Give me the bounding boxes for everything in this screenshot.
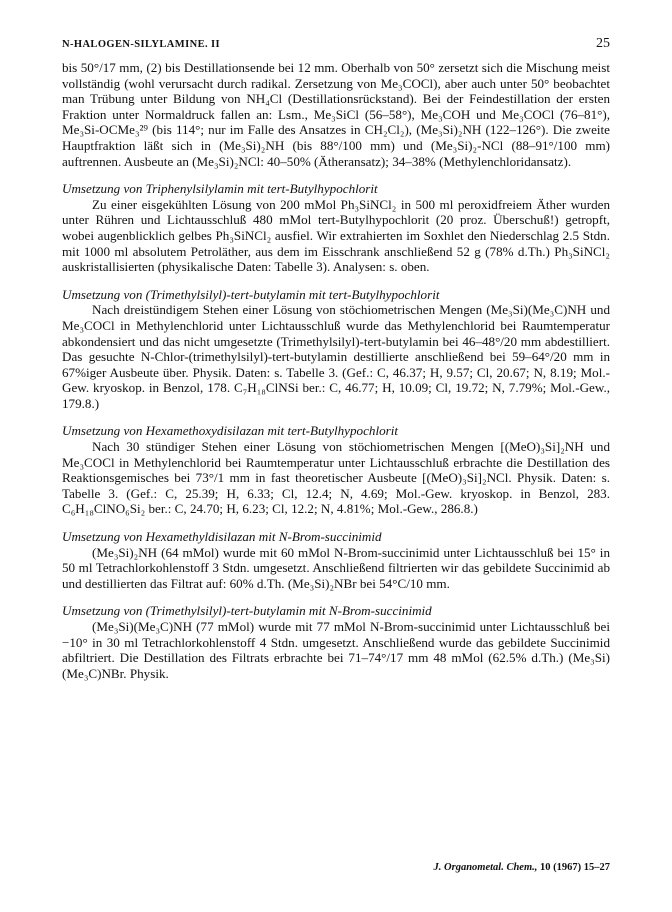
intro-paragraph: bis 50°/17 mm, (2) bis Destillationsende bei 12 mm. Oberhalb von 50° zersetzt sich die Mischung meist vollständig (wohl verursacht durch radikal. Zersetzung von Me₃COCl), aber auch unter 50° beobachtet man Trübung unter Bildung von NH₄Cl (Destillationsrückstand). Bei der Feindestillation der ersten Fraktion unter Normaldruck fallen an: Lsm., Me₃SiCl (56–58°), Me₃COH und Me₃COCl (76–81°), Me₃Si-OCMe₃²⁹ (bis 114°; nur im Falle des Ansatzes in CH₂Cl₂), (Me₃Si)₂NH (122–126°). Die zweite Hauptfraktion läßt sich in (Me₃Si)₂NH (bis 88°/100 mm) und (Me₃Si)₂-NCl (88–91°/100 mm) auftrennen. Ausbeute an (Me₃Si)₂NCl: 40–50% (Ätheransatz); 34–38% (Methylenchloridansatz). [62,60,610,169]
section-title: Umsetzung von (Trimethylsilyl)-tert-butylamin mit tert-Butylhypochlorit [62,286,440,302]
section-body: (Me₃Si)(Me₃C)NH (77 mMol) wurde mit 77 mMol N-Brom-succinimid unter Lichtausschluß bei −10° in 30 ml Tetrachlorkohlenstoff 4 Stdn. umgesetzt. Anschließend wurde das gebildete Succinimid abfiltriert. Die Destillation des Filtrats erbrachte bei 71–74°/17 mm 48 mMol (62.5% d.Th.) (Me₃Si)(Me₃C)NBr. Physik. [62,619,610,681]
section-body: Zu einer eisgekühlten Lösung von 200 mMol Ph₃SiNCl₂ in 500 ml peroxidfreiem Äther wurden unter Rühren und Lichtausschluß 480 mMol tert-Butylhypochlorit (20 proz. Überschuß!) getropft, wobei augenblicklich gelbes Ph₃SiNCl₂ ausfiel. Wir extrahierten im Soxhlet den Niederschlag 2.5 Stdn. mit 1000 ml absolutem Petroläther, aus dem im Eisschrank anschließend 52 g (78% d.Th.) Ph₃SiNCl₂ auskristallisierten (physikalische Daten: Tabelle 3). Analysen: s. oben. [62,196,610,275]
section-body: (Me₃Si)₂NH (64 mMol) wurde mit 60 mMol N-Brom-succinimid unter Lichtausschluß bei 15° in 50 ml Tetrachlorkohlenstoff 3 Stdn. umgesetzt. Anschließend filtrierten wir das gebildete Succinimid ab und destillierten das Filtrat auf: 60% d.Th. (Me₃Si)₂NBr bei 54°C/10 mm. [62,544,610,591]
page-header [62,36,610,52]
running-head: N-HALOGEN-SILYLAMINE. II [62,39,220,50]
section-title: Umsetzung von Hexamethoxydisilazan mit tert-Butylhypochlorit [62,423,399,439]
section-hexamethyldisilazan-bromsuccinimid [62,529,610,591]
section-trimethylsilyl-tert-butylamin-hypochlorit [62,287,610,412]
journal-volume-pages: 10 (1967) 15–27 [540,862,610,873]
section-hexamethoxydisilazan [62,423,610,517]
section-title: Umsetzung von Hexamethyldisilazan mit N-Brom-succinimid [62,529,382,545]
section-title: Umsetzung von Triphenylsilylamin mit tert-Butylhypochlorit [62,181,378,197]
section-title: Umsetzung von (Trimethylsilyl)-tert-butylamin mit N-Brom-succinimid [62,603,432,619]
journal-citation [434,862,610,873]
section-body: Nach 30 stündiger Stehen einer Lösung von stöchiometrischen Mengen [(MeO)₃Si]₂NH und Me₃COCl in Methylenchlorid bei Raumtemperatur unter Lichtausschluß erbrachte die Destillation des Reaktionsgemisches bei 73°/1 mm in fast theoretischer Ausbeute [(MeO)₃Si]₂NCl. Physik. Daten: s. Tabelle 3. (Gef.: C, 25.39; H, 6.33; Cl, 12.4; N, 4.69; Mol.-Gew. kryoskop. in Benzol, 283. C₆H₁₈ClNO₆Si₂ ber.: C, 24.70; H, 6.23; Cl, 12.2; N, 4.81%; Mol.-Gew., 286.8.) [62,439,610,517]
section-triphenylsilylamin [62,181,610,275]
page [62,36,610,681]
section-body: Nach dreistündigem Stehen einer Lösung von stöchiometrischen Mengen (Me₃Si)(Me₃C)NH und Me₃COCl in Methylenchlorid unter Lichtausschluß wurde das Methylenchlorid bei Raumtemperatur abkondensiert und das nicht umgesetzte (Trimethylsilyl)-tert-butylamin bei 46–48°/20 mm abdestilliert. Das gesuchte N-Chlor-(trimethylsilyl)-tert-butylamin destillierte anschließend bei 59–64°/20 mm in 67%iger Ausbeute über. Physik. Daten: s. Tabelle 3. (Gef.: C, 46.37; H, 9.57; Cl, 20.67; N, 8.19; Mol.-Gew. kryoskop. in Benzol, 178. C₇H₁₈ClNSi ber.: C, 46.77; H, 10.09; Cl, 19.72; N, 7.79%; Mol.-Gew., 179.8.) [62,302,610,411]
section-trimethylsilyl-tert-butylamin-bromsuccinimid [62,603,610,681]
page-number: 25 [596,36,610,51]
journal-name: J. Organometal. Chem., [433,862,538,873]
